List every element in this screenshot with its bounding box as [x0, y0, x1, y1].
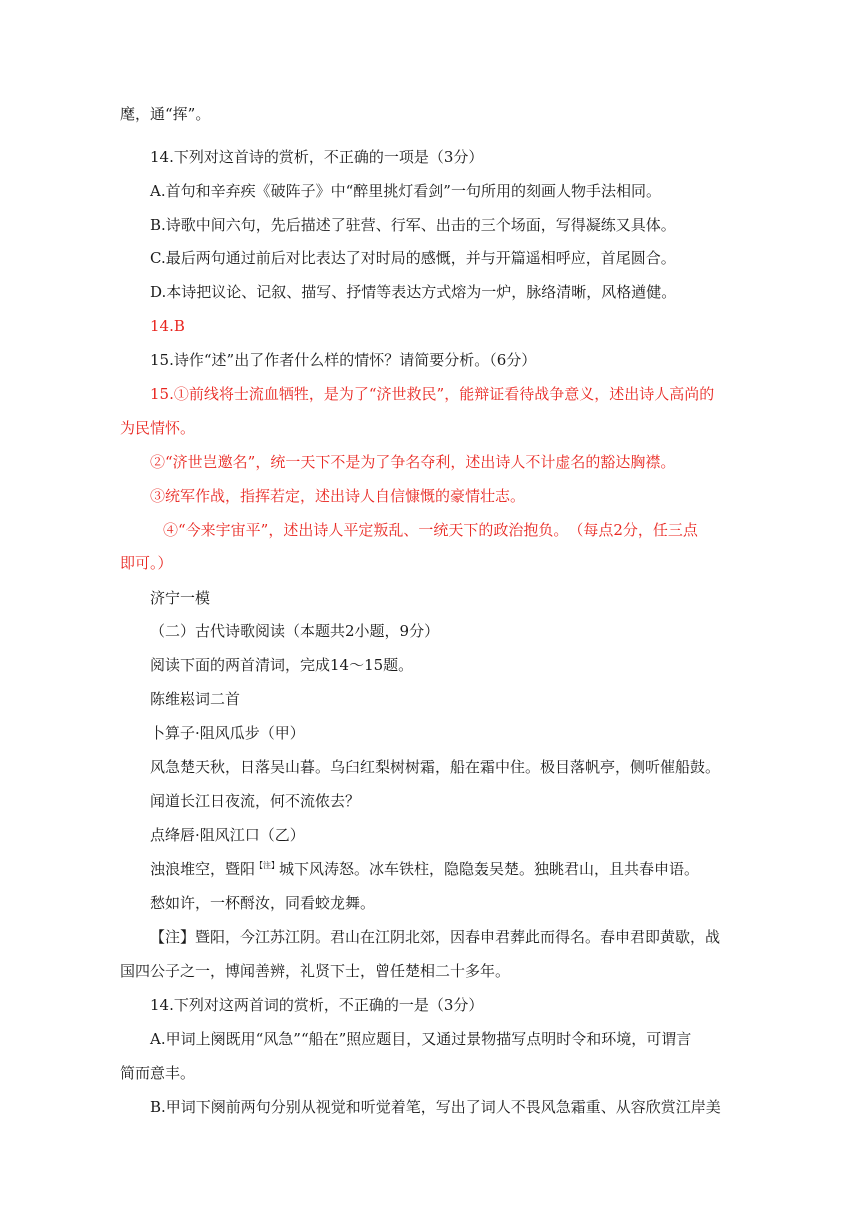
question-14: 14.下列对这首诗的赏析，不正确的一项是（3分） — [150, 148, 484, 166]
option-b-second: B.甲词下阕前两句分别从视觉和听觉着笔，写出了词人不畏风急霜重、从容欣赏江岸美 — [150, 1098, 721, 1116]
answer-15-point-1-cont: 为民情怀。 — [120, 419, 196, 437]
instruction: 阅读下面的两首清词，完成14～15题。 — [150, 656, 414, 674]
text-line: 麾，通“挥”。 — [120, 105, 211, 123]
option-d: D.本诗把议论、记叙、描写、抒情等表达方式熔为一炉，脉络清晰，风格遒健。 — [150, 283, 677, 301]
answer-15-point-2: ②“济世岂邀名”，统一天下不是为了争名夺利，述出诗人不计虚名的豁达胸襟。 — [150, 453, 676, 471]
option-c: C.最后两句通过前后对比表达了对时局的感慨，并与开篇遥相呼应，首尾圆合。 — [150, 249, 676, 267]
answer-15-point-4-cont: 即可。） — [120, 554, 173, 572]
question-14-second: 14.下列对这两首词的赏析，不正确的一是（3分） — [150, 996, 484, 1014]
option-b: B.诗歌中间六句，先后描述了驻营、行军、出击的三个场面，写得凝练又具体。 — [150, 216, 676, 234]
poem-b-line-2: 愁如许，一杯酹汝，同看蛟龙舞。 — [150, 894, 376, 912]
answer-15-point-3: ③统军作战，指挥若定，述出诗人自信慷慨的豪情壮志。 — [150, 487, 526, 505]
poem-a-line-1: 风急楚天秋，日落吴山暮。乌臼红梨树树霜，船在霜中住。极目落帆亭，侧听催船鼓。 — [150, 758, 721, 776]
poem-b-text-part-1: 浊浪堆空，暨阳 — [150, 860, 256, 878]
footnote-marker: 【注】 — [255, 861, 280, 870]
poem-a-line-2: 闻道长江日夜流，何不流侬去？ — [150, 792, 361, 810]
poem-b-line-1 — [0, 859, 860, 879]
answer-15-point-4: ④“今来宇宙平”，述出诗人平定叛乱、一统天下的政治抱负。 （每点2分，任三点 — [163, 521, 698, 539]
answer-15-point-1: 15.①前线将士流血牺牲，是为了“济世救民”，能辩证看待战争意义，述出诗人高尚的 — [150, 385, 715, 403]
poem-set-title: 陈维崧词二首 — [150, 690, 241, 708]
poem-b-text-part-2: 城下风涛怒。冰车铁柱，隐隐轰吴楚。独眺君山，且共春申语。 — [279, 860, 700, 878]
poem-b-title: 点绛唇·阻风江口（乙） — [150, 826, 305, 844]
section-source: 济宁一模 — [150, 589, 211, 607]
option-a-second: A.甲词上阕既用“风急”“船在”照应题目，又通过景物描写点明时令和环境，可谓言 — [150, 1030, 692, 1048]
question-15: 15.诗作“述”出了作者什么样的情怀？请简要分析。（6分） — [150, 351, 537, 369]
poem-a-title: 卜算子·阻风瓜步（甲） — [150, 724, 305, 742]
answer-14: 14.B — [150, 317, 185, 335]
footnote: 【注】暨阳，今江苏江阴。君山在江阴北郊，因春申君葬此而得名。春申君即黄歇，战 — [150, 928, 721, 946]
option-a-second-cont: 简而意丰。 — [120, 1064, 196, 1082]
section-heading: （二）古代诗歌阅读（本题共2小题，9分） — [150, 622, 440, 640]
option-a: A.首句和辛弃疾《破阵子》中“醉里挑灯看剑”一句所用的刻画人物手法相同。 — [150, 182, 661, 200]
footnote-cont: 国四公子之一，博闻善辨，礼贤下士，曾任楚相二十多年。 — [120, 962, 511, 980]
